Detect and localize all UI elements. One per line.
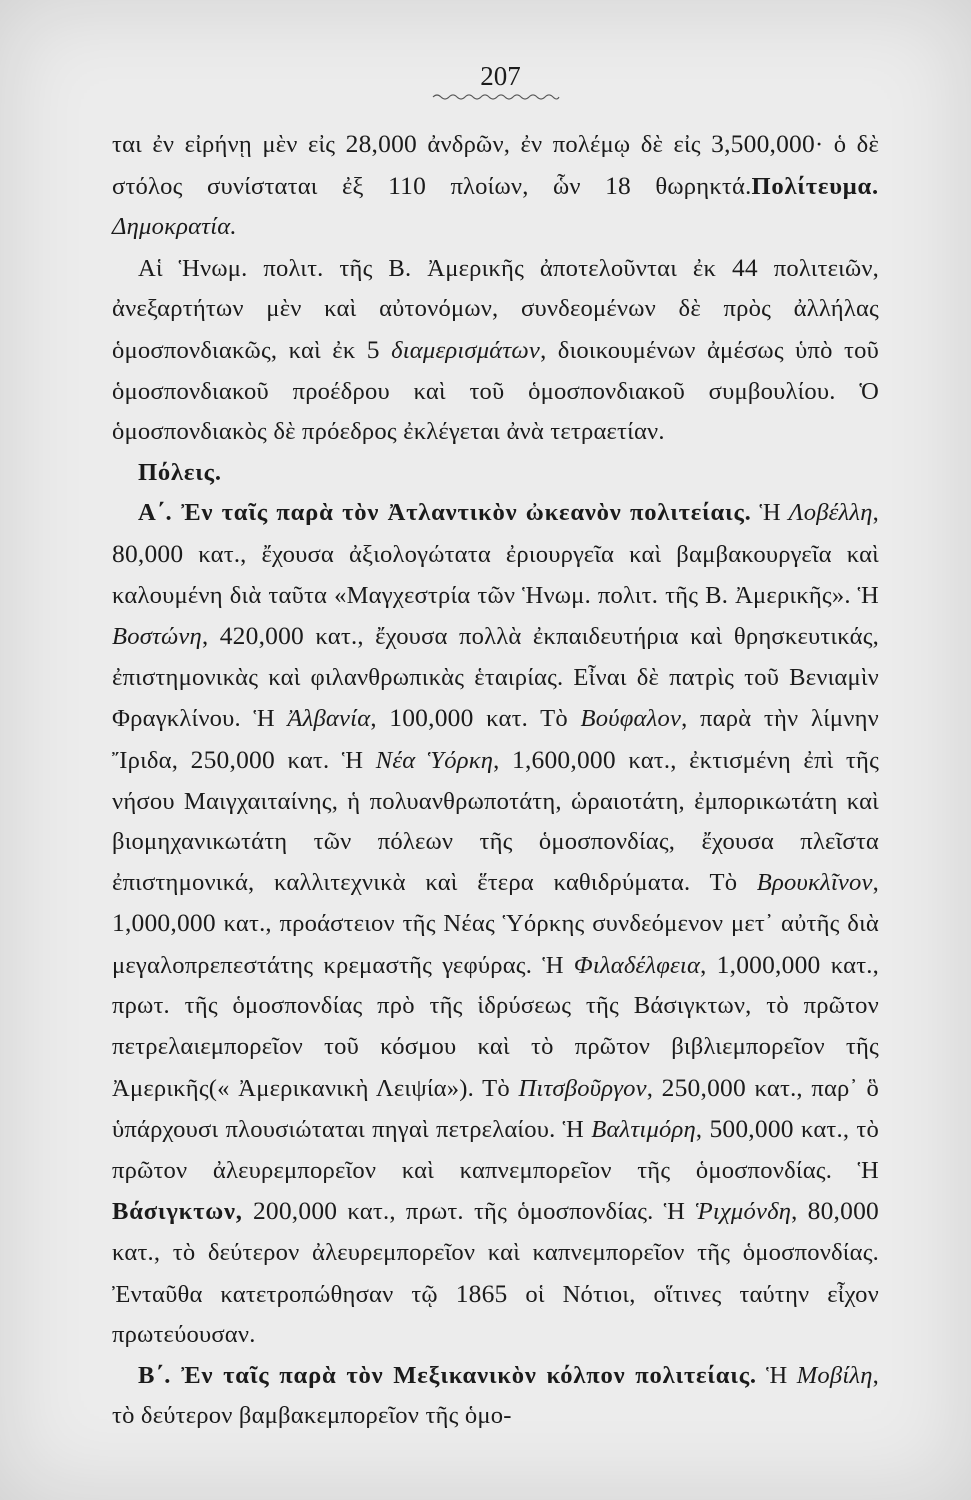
- heading-government: Πολίτευμα.: [751, 172, 879, 200]
- population: 1,000,000: [716, 949, 821, 979]
- heading-atlantic-states: Α΄. Ἐν ταῖς παρὰ τὸν Ἀτλαντικὸν ὠκεανὸν πολιτείαις.: [138, 499, 752, 527]
- page-number: 207: [480, 61, 521, 91]
- city-name: Ἀλβανία: [287, 705, 371, 733]
- text-run: κατ., ἐκτισμένη ἐπὶ τῆς νήσου Μαιγχαιταίνης, ἡ πολυανθρωποτάτη, ὡραιοτάτη, ἐμπορικωτάτη καὶ βιομηχανικωτάτη τῶν πόλεων τῆς ὁμοσπονδίας, ἔχουσα πλεῖστα ἐπιστημονικά, καλλιτεχνικὰ καὶ ἕτερα καθιδρύματα. Τὸ: [112, 746, 880, 896]
- city-name: Φιλαδέλφεια: [573, 951, 701, 979]
- city-name: Βρουκλῖνον: [756, 868, 873, 896]
- text-run: , τὸ δεύτερον βαμβακεμπορεῖον τῆς ὁμο-: [112, 1361, 879, 1430]
- text-run: κατ., τὸ δεύτερον ἀλευρεμπορεῖον καὶ καπνεμπορεῖον τῆς ὁμοσπονδίας. Ἐνταῦθα κατετροπώθησαν τῷ: [112, 1239, 879, 1308]
- paragraph-gulf-cities: [112, 1356, 879, 1437]
- population: 250,000: [661, 1072, 746, 1102]
- text-run: πολιτειῶν, ἀνεξαρτήτων μὲν καὶ αὐτονόμων, συνδεομένων δὲ πρὸς ἀλλήλας ὁμοσπονδιακῶς, καὶ ἐκ: [112, 254, 879, 364]
- city-name: Βούφαλον: [580, 705, 682, 733]
- text-run: κατ. Ἡ: [274, 746, 376, 774]
- italic-term: Δημοκρατία.: [112, 213, 237, 241]
- text-run: , παρὰ τὴν λίμνην Ἴριδα,: [112, 705, 879, 774]
- text-run: ,: [695, 1116, 710, 1144]
- text-run: ται ἐν εἰρήνῃ μὲν εἰς: [112, 131, 346, 158]
- city-name: Μοβίλη: [796, 1361, 873, 1389]
- population: 420,000: [219, 621, 304, 651]
- heading-cities: Πόλεις.: [138, 458, 222, 486]
- number: 18: [605, 170, 631, 200]
- text-run: · ὁ δὲ στόλος συνίσταται ἐξ: [112, 131, 879, 200]
- text-run: ,: [872, 499, 879, 527]
- number: 28,000: [345, 129, 417, 158]
- city-name: Νέα Ὑόρκη: [375, 746, 494, 774]
- text-run: θωρηκτά.: [631, 172, 752, 200]
- city-name: Λοβέλλη: [788, 499, 873, 527]
- text-run: , διοικουμένων ἀμέσως ὑπὸ τοῦ ὁμοσπονδιακοῦ προέδρου καὶ τοῦ ὁμοσπονδιακοῦ συμβουλίου. Ὁ ὁμοσπονδιακὸς δὲ πρόεδρος ἐκλέγεται ἀνὰ τετραετίαν.: [112, 336, 879, 446]
- text-run: ,: [700, 951, 717, 979]
- page-text: [112, 124, 879, 1437]
- number: 110: [388, 170, 427, 200]
- text-run: κατ., παρ᾽ ὃ ὑπάρχουσι πλουσιώταται πηγαὶ πετρελαίου. Ἡ: [112, 1074, 879, 1144]
- population: 100,000: [389, 703, 474, 733]
- italic-term: διαμερισμάτων: [379, 336, 541, 364]
- text-run: ,: [370, 705, 390, 733]
- text-run: Αἱ Ἡνωμ. πολιτ. τῆς Β. Ἀμερικῆς ἀποτελοῦνται ἐκ: [138, 254, 732, 282]
- city-name: Πιτσβοῦργον: [518, 1074, 647, 1102]
- text-run: οἱ Νότιοι, οἵτινες ταύτην εἶχον πρωτεύουσαν.: [112, 1280, 879, 1349]
- text-run: ,: [646, 1074, 662, 1102]
- paragraph-atlantic-cities: [112, 493, 879, 1355]
- population: 500,000: [709, 1114, 794, 1144]
- text-run: κατ. Τὸ: [473, 705, 581, 733]
- heading-gulf-states: Β΄. Ἐν ταῖς παρὰ τὸν Μεξικανικὸν κόλπον πολιτείαις.: [138, 1361, 757, 1389]
- text-run: Ἡ: [751, 499, 789, 527]
- paragraph-cities-heading: [112, 453, 879, 494]
- city-name: Ῥιχμόνδη: [695, 1198, 792, 1226]
- city-name-bold: Βάσιγκτων,: [112, 1198, 243, 1226]
- text-run: κατ., ἔχουσα πολλὰ ἐκπαιδευτήρια καὶ θρησκευτικάς, ἐπιστημονικὰς καὶ φιλανθρωπικὰς ἑταιρίας. Εἶναι δὲ πατρὶς τοῦ Βενιαμὶν Φραγκλίνου. Ἡ: [112, 623, 879, 733]
- text-run: [243, 1198, 253, 1225]
- text-run: ἀνδρῶν, ἐν πολέμῳ δὲ εἰς: [416, 131, 712, 158]
- city-name: Βαλτιμόρη: [591, 1116, 696, 1144]
- text-run: ,: [493, 746, 512, 774]
- year: 1865: [455, 1278, 508, 1308]
- text-run: ,: [201, 623, 220, 651]
- text-run: κατ., τὸ πρῶτον ἀλευρεμπορεῖον καὶ καπνεμπορεῖον τῆς ὁμοσπονδίας. Ἡ: [112, 1116, 879, 1184]
- number: 44: [731, 252, 758, 282]
- number: 3,500,000: [711, 129, 815, 158]
- population: 1,600,000: [512, 744, 616, 774]
- population: 1,000,000: [112, 908, 216, 938]
- wavy-rule-ornament: [431, 92, 561, 102]
- city-name: Βοστώνη: [112, 623, 202, 651]
- text-run: Ἡ: [756, 1361, 797, 1389]
- text-run: ,: [791, 1198, 808, 1226]
- text-run: κατ., πρωτ. τῆς ὁμοσπονδίας. Ἡ: [337, 1198, 696, 1226]
- population: 80,000: [807, 1196, 879, 1226]
- population: 200,000: [252, 1196, 338, 1226]
- paragraph-army-fleet: [112, 124, 879, 248]
- text-run: ,: [872, 868, 879, 896]
- paragraph-states: [112, 248, 879, 453]
- text-run: κατ., πρωτ. τῆς ὁμοσπονδίας πρὸ τῆς ἱδρύσεως τῆς Βάσιγκτων, τὸ πρῶτον πετρελαιεμπορεῖον τοῦ κόσμου καὶ τὸ πρῶτον βιβλιεμπορεῖον τῆς Ἀμερικῆς(« Ἀμερικανικὴ Λειψία»). Τὸ: [112, 951, 879, 1102]
- text-run: κατ., ἔχουσα ἀξιολογώτατα ἐριουργεῖα καὶ βαμβακουργεῖα καὶ καλουμένη διὰ ταῦτα «Μαγχεστρία τῶν Ἡνωμ. πολιτ. τῆς Β. Ἀμερικῆς». Ἡ: [112, 540, 879, 609]
- text-run: κατ., προάστειον τῆς Νέας Ὑόρκης συνδεόμενον μετ᾽ αὐτῆς διὰ μεγαλοπρεπεστάτης κρεμαστῆς γεφύρας. Ἡ: [112, 910, 879, 979]
- number: 5: [366, 334, 380, 364]
- population: 250,000: [190, 744, 275, 774]
- population: 80,000: [112, 538, 184, 568]
- text-run: πλοίων, ὧν: [426, 172, 606, 200]
